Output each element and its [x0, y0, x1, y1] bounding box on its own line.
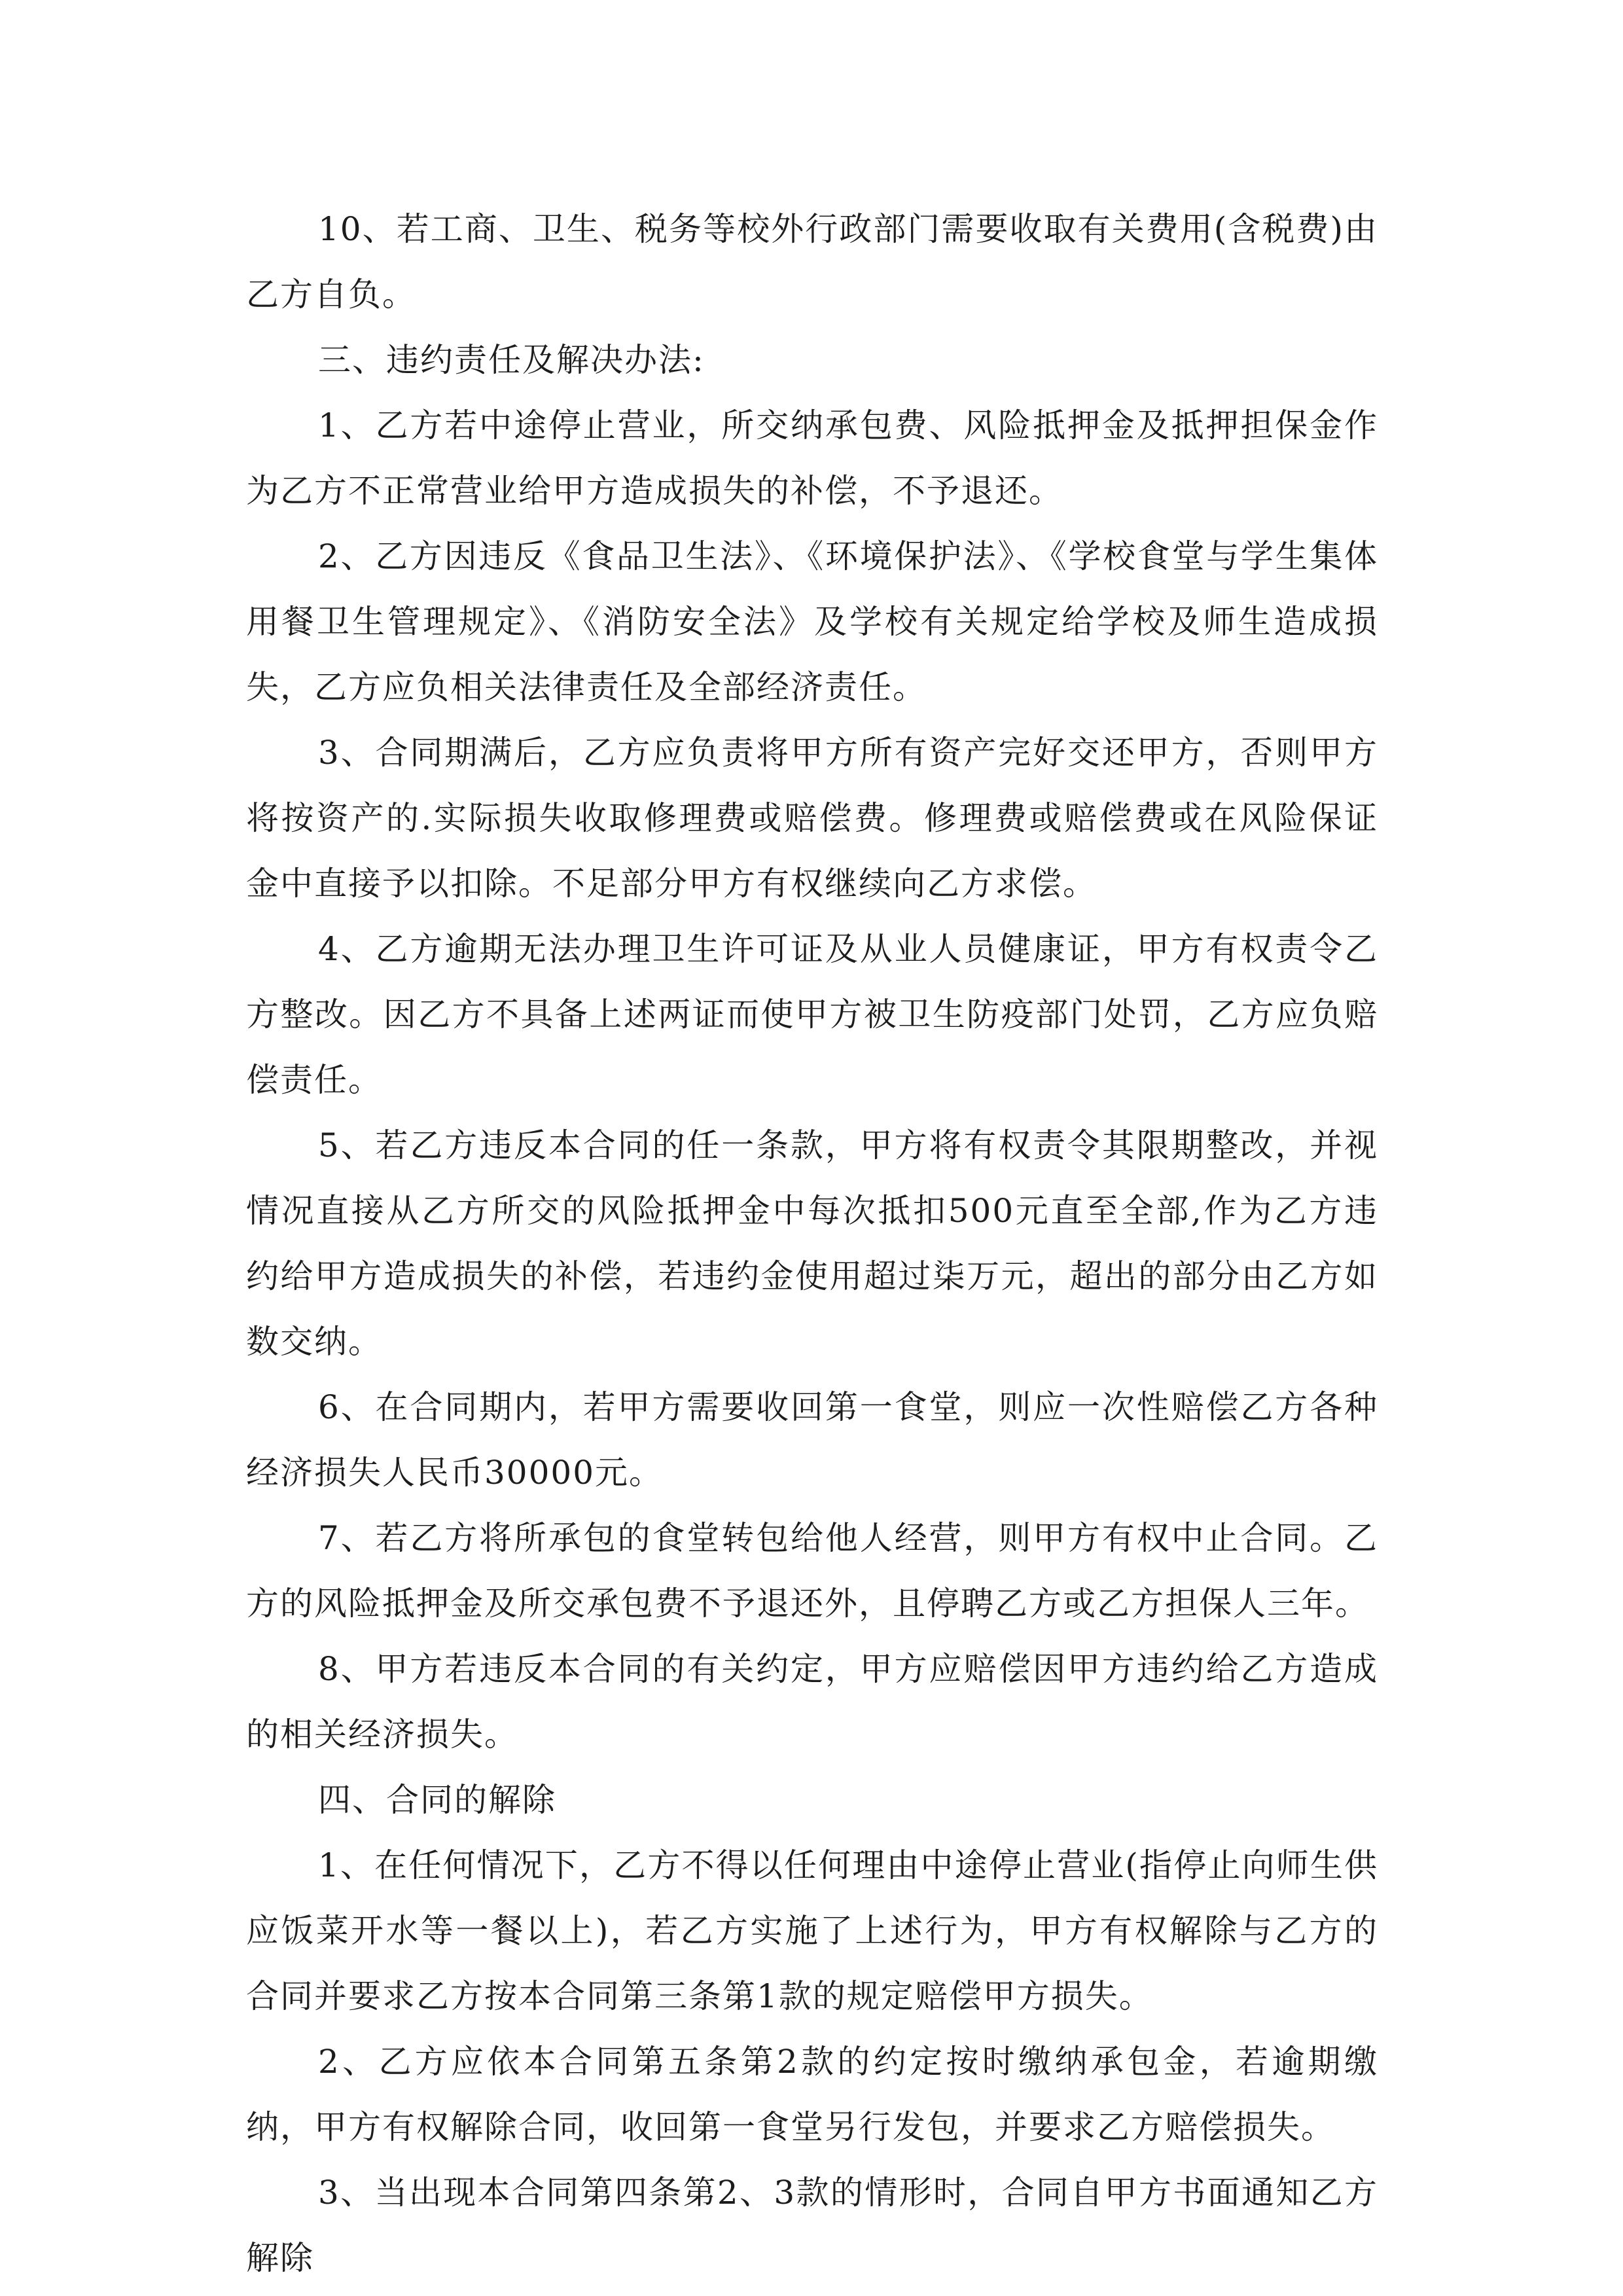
clause-liability-8: 8、甲方若违反本合同的有关约定，甲方应赔偿因甲方违约给乙方造成的相关经济损失。 [246, 1650, 1378, 1753]
clause-liability-6: 6、在合同期内，若甲方需要收回第一食堂，则应一次性赔偿乙方各种经济损失人民币30000元。 [246, 1388, 1378, 1492]
section-heading-termination: 四、合同的解除 [318, 1781, 556, 1819]
contract-text [246, 196, 1378, 2291]
clause-10-fees: 10、若工商、卫生、税务等校外行政部门需要收取有关费用(含税费)由乙方自负。 [246, 210, 1378, 314]
clause-termination-1: 1、在任何情况下，乙方不得以任何理由中途停止营业(指停止向师生供应饭菜开水等一餐以上)，若乙方实施了上述行为，甲方有权解除与乙方的合同并要求乙方按本合同第三条第1款的规定赔偿甲方损失。 [246, 1846, 1378, 2015]
clause-liability-4: 4、乙方逾期无法办理卫生许可证及从业人员健康证，甲方有权责令乙方整改。因乙方不具备上述两证而使甲方被卫生防疫部门处罚，乙方应负赔偿责任。 [246, 930, 1378, 1099]
clause-termination-3: 3、当出现本合同第四条第2、3款的情形时，合同自甲方书面通知乙方解除 [246, 2174, 1378, 2277]
clause-liability-1: 1、乙方若中途停止营业，所交纳承包费、风险抵押金及抵押担保金作为乙方不正常营业给甲方造成损失的补偿，不予退还。 [246, 406, 1378, 510]
clause-termination-2: 2、乙方应依本合同第五条第2款的约定按时缴纳承包金，若逾期缴纳，甲方有权解除合同，收回第一食堂另行发包，并要求乙方赔偿损失。 [246, 2043, 1378, 2146]
clause-liability-2: 2、乙方因违反《食品卫生法》、《环境保护法》、《学校食堂与学生集体用餐卫生管理规定》、《消防安全法》及学校有关规定给学校及师生造成损失，乙方应负相关法律责任及全部经济责任。 [246, 537, 1378, 706]
clause-liability-5: 5、若乙方违反本合同的任一条款，甲方将有权责令其限期整改，并视情况直接从乙方所交的风险抵押金中每次抵扣500元直至全部,作为乙方违约给甲方造成损失的补偿，若违约金使用超过柒万元，超出的部分由乙方如数交纳。 [246, 1126, 1378, 1361]
clause-liability-3: 3、合同期满后，乙方应负责将甲方所有资产完好交还甲方，否则甲方将按资产的.实际损失收取修理费或赔偿费。修理费或赔偿费或在风险保证金中直接予以扣除。不足部分甲方有权继续向乙方求偿。 [246, 734, 1378, 903]
section-heading-liability: 三、违约责任及解决办法: [318, 341, 705, 379]
clause-liability-7: 7、若乙方将所承包的食堂转包给他人经营，则甲方有权中止合同。乙方的风险抵押金及所交承包费不予退还外，且停聘乙方或乙方担保人三年。 [246, 1519, 1378, 1623]
